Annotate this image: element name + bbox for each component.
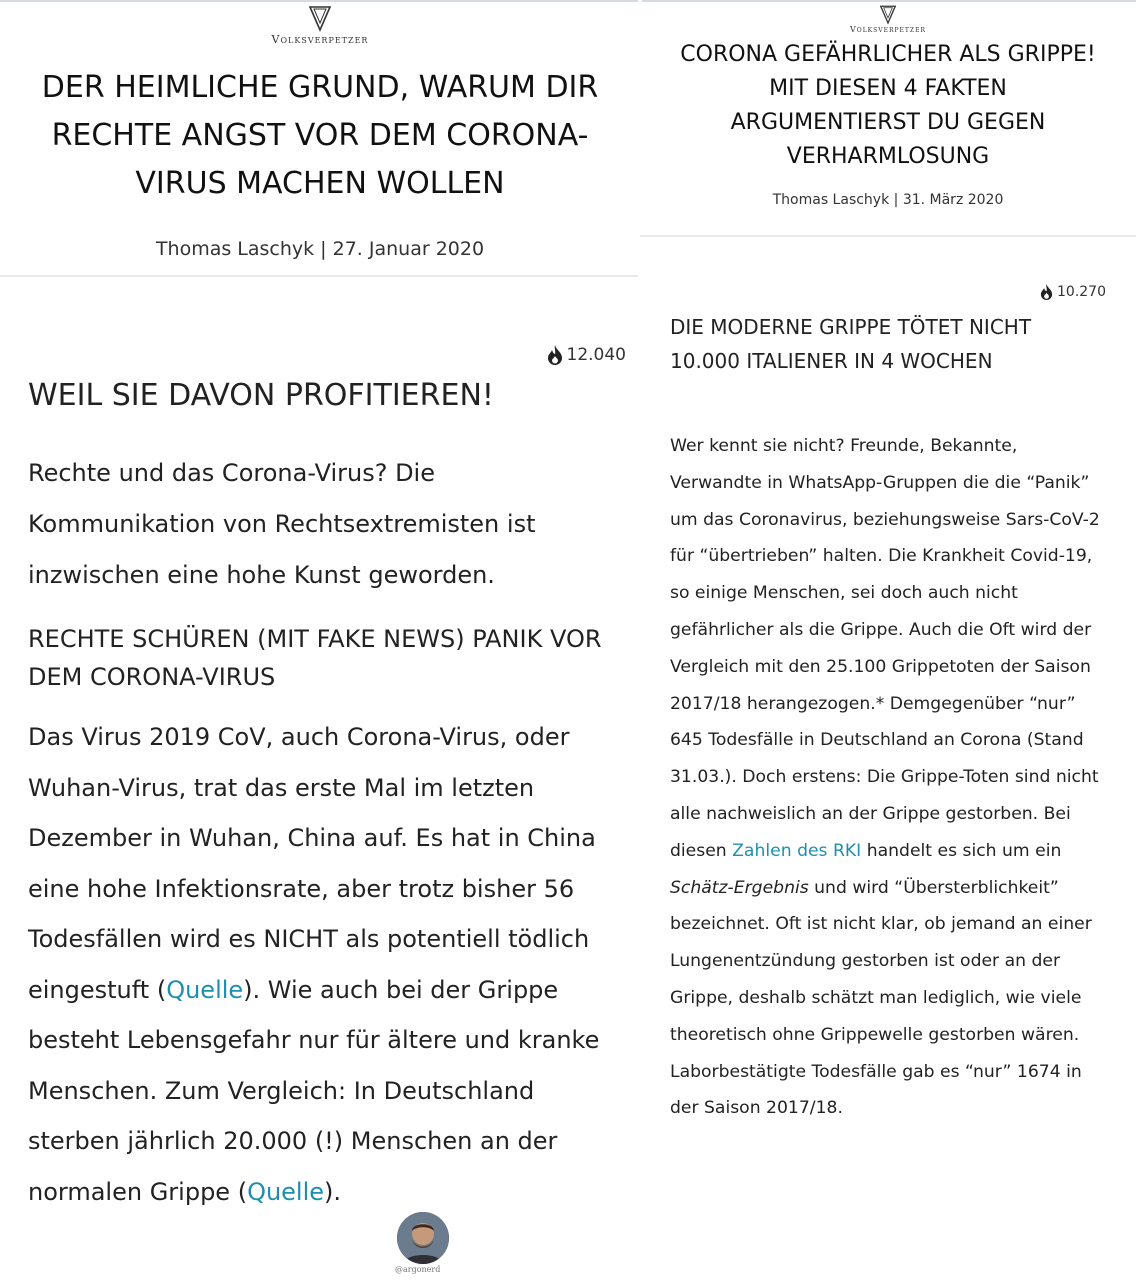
article-byline: Thomas Laschyk | 31. März 2020: [772, 192, 1004, 208]
source-link-2[interactable]: Quelle: [247, 1177, 325, 1206]
rki-link[interactable]: Zahlen des RKI: [732, 840, 862, 861]
intro-paragraph: Rechte und das Corona-Virus? Die Kommunikation von Rechtsextremisten ist inzwischen eine hohe Kunst geworden.: [28, 459, 536, 589]
view-count: [547, 345, 626, 365]
article-header: [640, 0, 1136, 236]
triangle-logo-icon[interactable]: [880, 5, 896, 25]
brand-name[interactable]: Volksverpetzer: [850, 25, 926, 34]
avatar: [397, 1212, 449, 1264]
body-italic: Schätz-Ergebnis: [670, 877, 809, 898]
avatar-handle: @argonerd: [395, 1265, 441, 1274]
person-avatar-icon: [397, 1212, 449, 1264]
section-heading-italy: DIE MODERNE GRIPPE TÖTET NICHT 10.000 ITALIENER IN 4 WOCHEN: [670, 315, 1032, 373]
body-text-c: ).: [324, 1177, 342, 1206]
article-header: [0, 0, 640, 276]
view-count-value: 12.040: [566, 345, 626, 365]
body-paragraph: [28, 712, 628, 1217]
header-divider: [640, 235, 1136, 237]
body-text-a: Das Virus 2019 CoV, auch Corona-Virus, oder Wuhan-Virus, trat das erste Mal im letzten Dezember in Wuhan, China auf. Es hat in China eine hohe Infektionsrate, aber trotz bisher 56 Todesfällen wird es NICHT als potentiell tödlich eingestuft (: [28, 723, 596, 1004]
header-divider: [0, 275, 640, 277]
triangle-logo-icon[interactable]: [309, 6, 331, 32]
body-text-b: handelt es sich um ein: [861, 840, 1062, 861]
section-heading-profit: WEIL SIE DAVON PROFITIEREN!: [28, 378, 494, 413]
article-headline: DER HEIMLICHE GRUND, WARUM DIR RECHTE ANGST VOR DEM CORONA-VIRUS MACHEN WOLLEN: [41, 70, 599, 201]
body-text-a: Wer kennt sie nicht? Freunde, Bekannte, Verwandte in WhatsApp-Gruppen die die “Panik” um das Coronavirus, beziehungsweise Sars-CoV-2 für “übertrieben” halten. Die Krankheit Covid-19, so einige Menschen, sei doch auch nicht gefährlicher als die Grippe. Auch die Oft wird der Vergleich mit den 25.100 Grippetoten der Saison 2017/18 herangezogen.* Demgegenüber “nur” 645 Todesfälle in Deutschland an Corona (Stand 31.03.). Doch erstens: Die Grippe-Toten sind nicht alle nachweislich an der Grippe gestorben. Bei diesen: [670, 436, 1100, 861]
body-paragraph: [670, 428, 1110, 1127]
view-count: [1040, 284, 1106, 300]
article-byline: Thomas Laschyk | 27. Januar 2020: [155, 238, 485, 260]
flame-icon: [1040, 284, 1053, 300]
source-link-1[interactable]: Quelle: [166, 975, 244, 1004]
right-article-screenshot: [640, 0, 1136, 1280]
view-count-value: 10.270: [1057, 284, 1106, 300]
body-text-c: und wird “Übersterblichkeit” bezeichnet. Oft ist nicht klar, ob jemand an einer Lungenentzündung gestorben ist oder an der Grippe, deshalb schätzt man lediglich, wie viele theoretisch ohne Grippewelle gestorben wären. Laborbestätigte Todesfälle gab es “nur” 1674 in der Saison 2017/18.: [670, 877, 1092, 1119]
flame-icon: [547, 345, 563, 365]
body-text-b: ). Wie auch bei der Grippe besteht Lebensgefahr nur für ältere und kranke Menschen. Zum Vergleich: In Deutschland sterben jährlich 20.000 (!) Menschen an der normalen Grippe (: [28, 975, 600, 1206]
section-heading-panic: RECHTE SCHÜREN (MIT FAKE NEWS) PANIK VOR DEM CORONA-VIRUS: [28, 625, 602, 691]
brand-name[interactable]: Volksverpetzer: [271, 33, 369, 46]
article-headline: CORONA GEFÄHRLICHER ALS GRIPPE! MIT DIESEN 4 FAKTEN ARGUMENTIERST DU GEGEN VERHARMLOSUNG: [680, 42, 1096, 169]
